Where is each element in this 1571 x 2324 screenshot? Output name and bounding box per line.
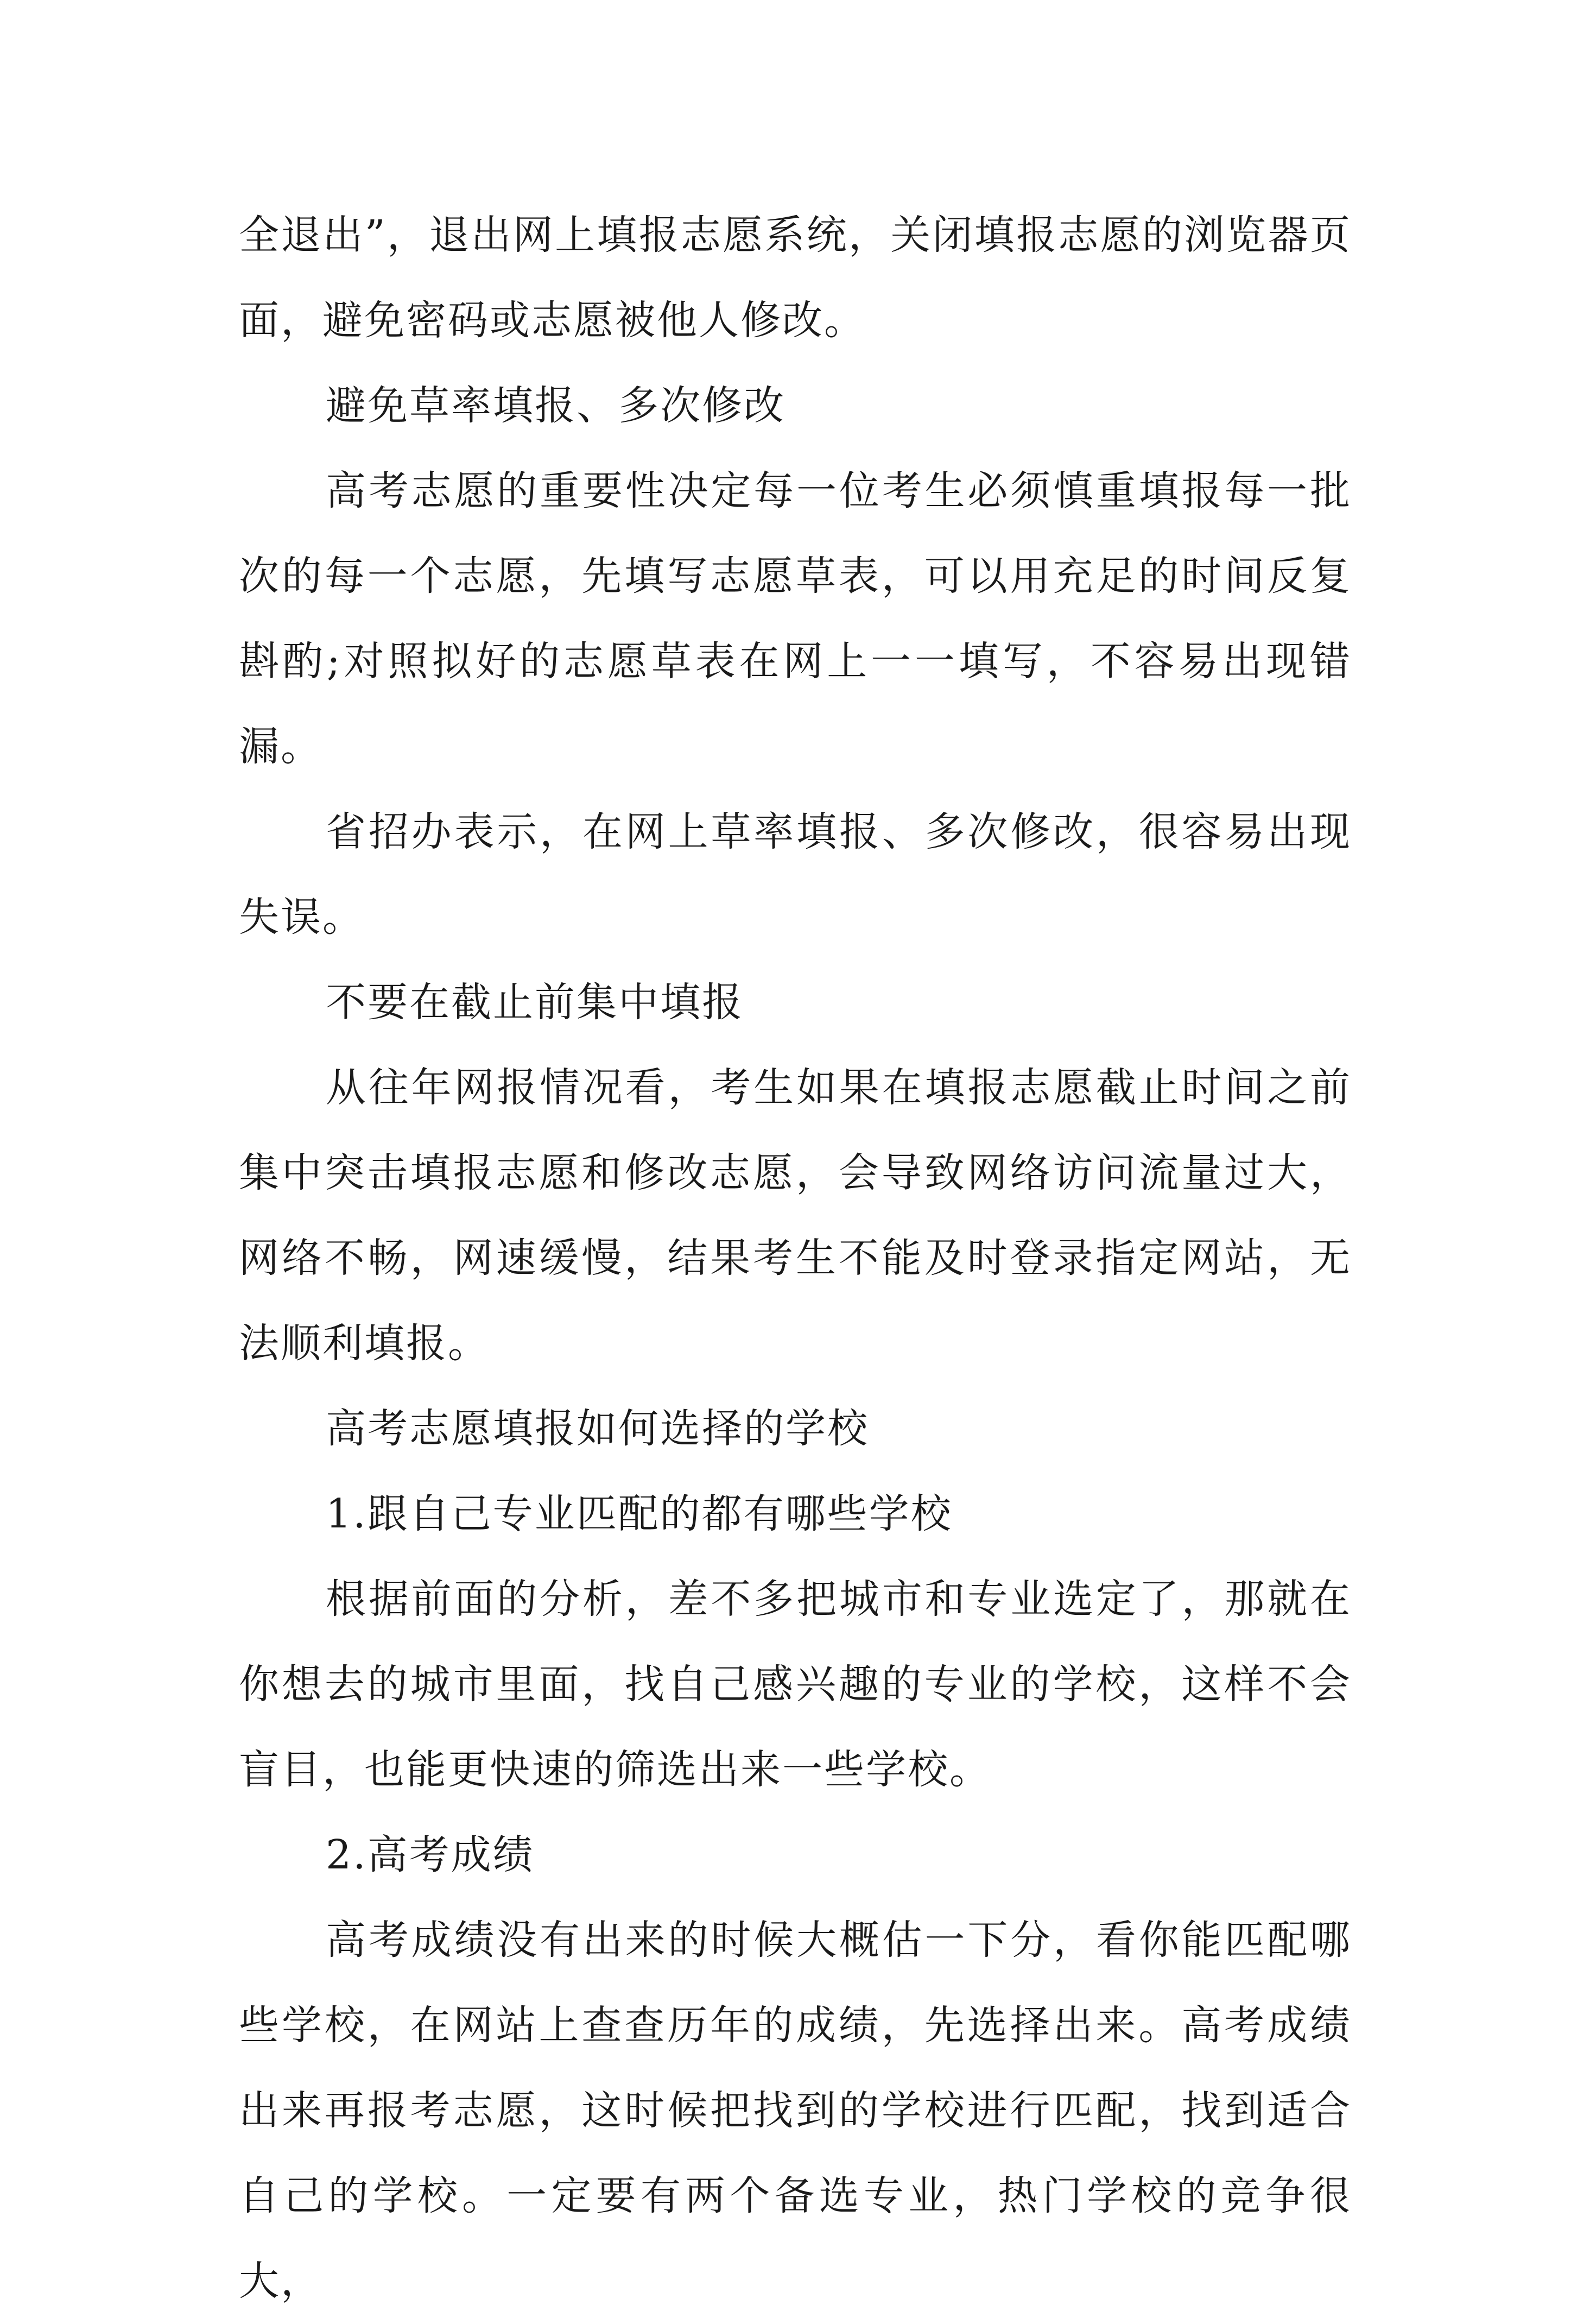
paragraph-office-statement: 省招办表示，在网上草率填报、多次修改，很容易出现失误。: [239, 809, 1352, 940]
subheading-exam-score: 2.高考成绩: [326, 1832, 535, 1878]
section-heading-choose-school: 高考志愿填报如何选择的学校: [326, 1405, 869, 1452]
section-heading-avoid-hasty: 避免草率填报、多次修改: [326, 382, 786, 429]
section-heading-deadline: 不要在截止前集中填报: [326, 979, 744, 1026]
paragraph-continued: 全退出”，退出网上填报志愿系统，关闭填报志愿的浏览器页面，避免密码或志愿被他人修改。: [239, 212, 1352, 344]
paragraph-city-major: 根据前面的分析，差不多把城市和专业选定了，那就在你想去的城市里面，找自己感兴趣的专业的学校，这样不会盲目，也能更快速的筛选出来一些学校。: [239, 1576, 1352, 1793]
document-body: [239, 193, 1352, 2324]
subheading-major-match: 1.跟自己专业匹配的都有哪些学校: [326, 1491, 953, 1537]
paragraph-importance: 高考志愿的重要性决定每一位考生必须慎重填报每一批次的每一个志愿，先填写志愿草表，可以用充足的时间反复斟酌;对照拟好的志愿草表在网上一一填写，不容易出现错漏。: [239, 468, 1352, 770]
paragraph-score-estimate: 高考成绩没有出来的时候大概估一下分，看你能匹配哪些学校，在网站上查查历年的成绩，先选择出来。高考成绩出来再报考志愿，这时候把找到的学校进行匹配，找到适合自己的学校。一定要有两个备选专业，热门学校的竞争很大，: [239, 1917, 1352, 2304]
paragraph-network-traffic: 从往年网报情况看，考生如果在填报志愿截止时间之前集中突击填报志愿和修改志愿，会导致网络访问流量过大，网络不畅，网速缓慢，结果考生不能及时登录指定网站，无法顺利填报。: [239, 1064, 1352, 1367]
